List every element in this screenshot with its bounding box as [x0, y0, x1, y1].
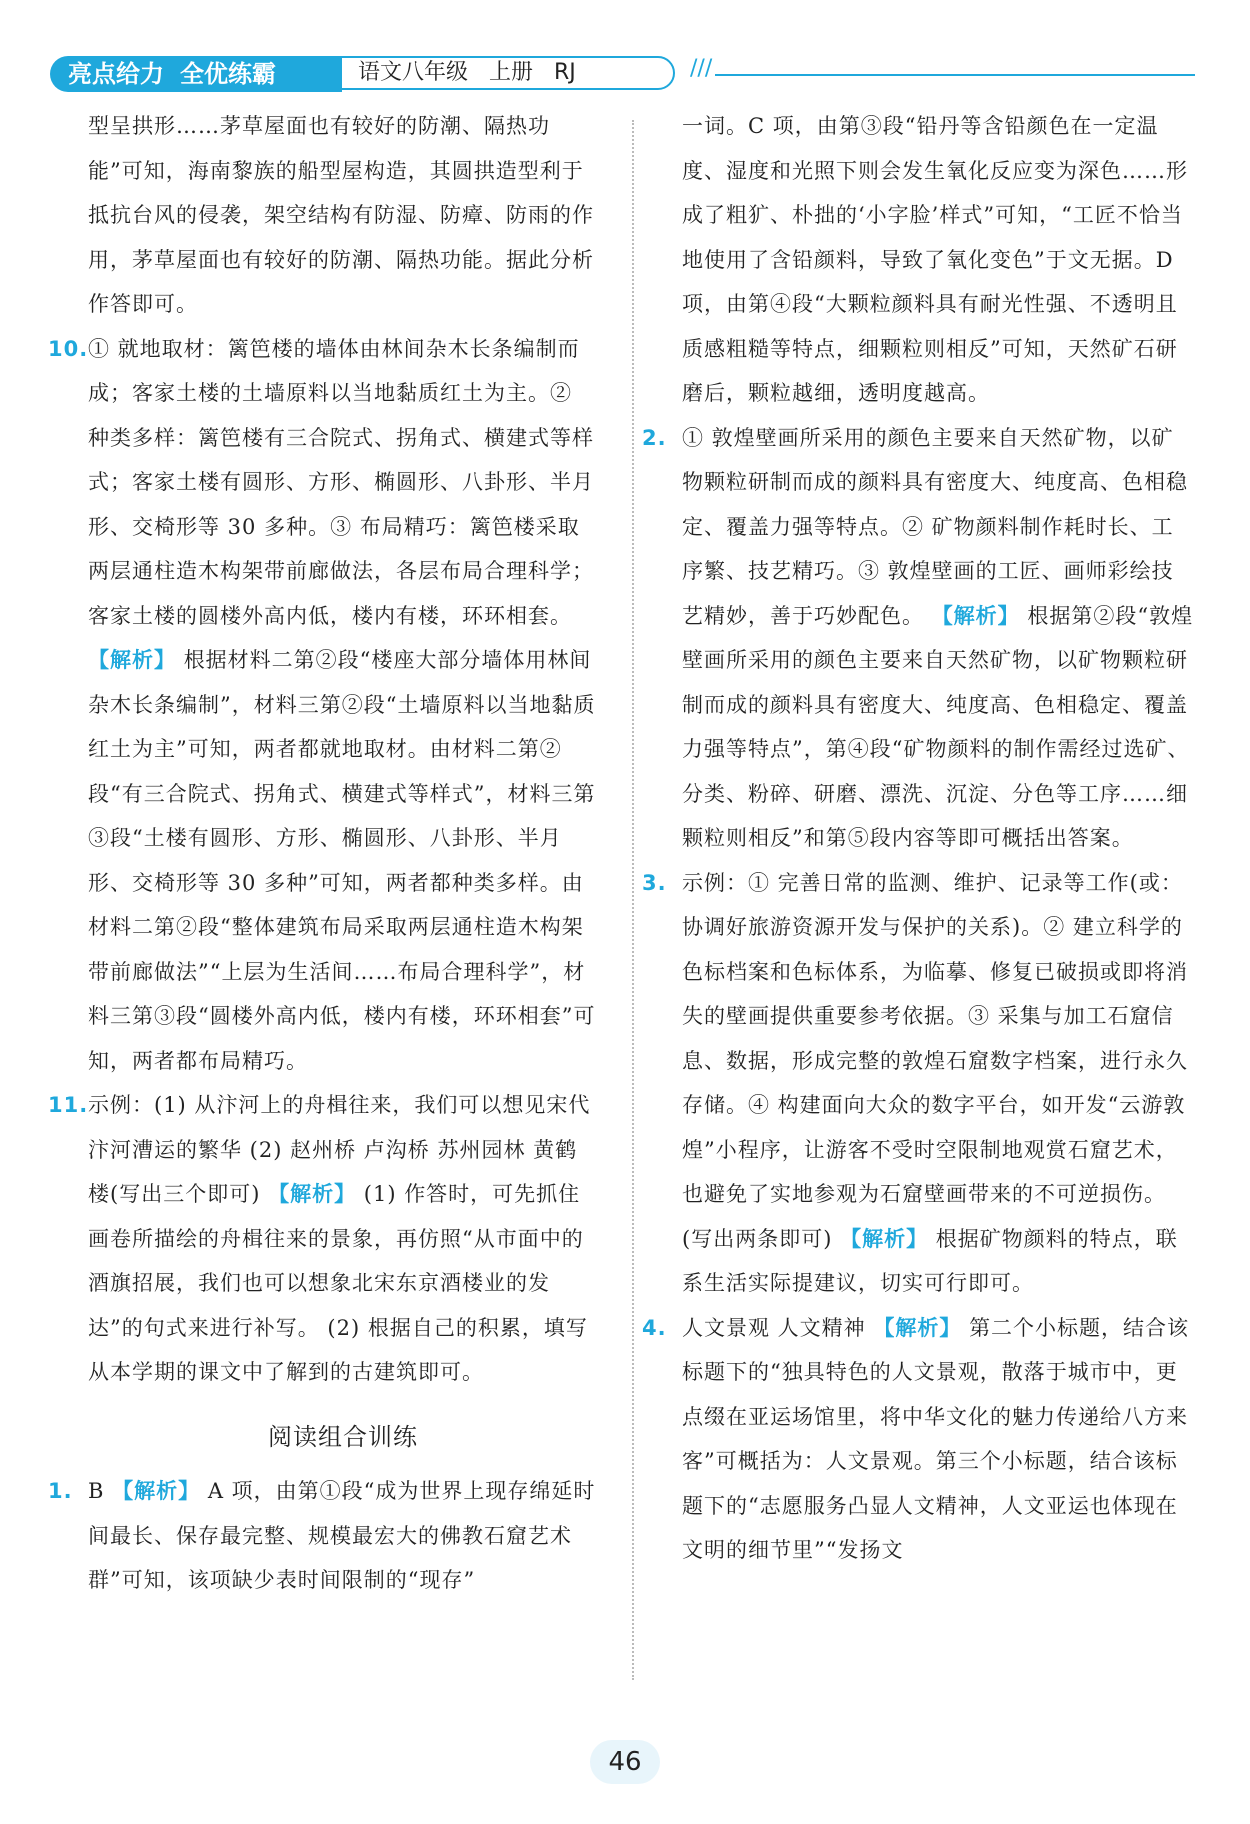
answer-text: 示例：(1) 从汴河上的舟楫往来，我们可以想见宋代汴河漕运的繁华 (2) 赵州桥 卢沟桥 苏州园林 黄鹤楼(写出三个即可) [88, 1093, 591, 1206]
header-rule [715, 74, 1195, 76]
analysis-tag: 【解析】 [112, 1479, 201, 1503]
answer-text: 示例：① 完善日常的监测、维护、记录等工作(或：协调好旅游资源开发与保护的关系)。② 建立科学的色标档案和色标体系，为临摹、修复已破损或即将消失的壁画提供重要参考依据。③ 采集与加工石窟信息、数据，形成完整的敦煌石窟数字档案，进行永久存储。④ 构建面向大众的数字平台，如开发“云游敦煌”小程序，让游客不受时空限制地观赏石窟艺术，也避免了实地参观为石窟壁画带来的不可逆损伤。(写出两条即可) [682, 870, 1188, 1251]
question-number: 4. [642, 1315, 667, 1340]
reading-3 [642, 861, 1194, 1306]
analysis-text: A 项，由第①段“成为世界上现存绵延时间最长、保存最完整、规模最宏大的佛教石窟艺术群”可知，该项缺少表时间限制的“现存” [88, 1479, 596, 1592]
answer-10 [48, 327, 598, 1084]
reading-4 [642, 1306, 1194, 1573]
analysis-text: (1) 作答时，可先抓住画卷所描绘的舟楫往来的景象，再仿照“从市面中的酒旗招展，我们也可以想象北宋东京酒楼业的发达”的句式来进行补写。 (2) 根据自己的积累，填写从本学期的课文中了解到的古建筑即可。 [88, 1182, 588, 1384]
left-column [48, 104, 598, 1603]
question-number: 3. [642, 870, 667, 895]
question-number: 10. [48, 336, 89, 361]
answer-11 [48, 1083, 598, 1395]
analysis-tag: 【解析】 [873, 1315, 962, 1340]
decor-slashes: /// [690, 56, 713, 81]
answer-text: B [88, 1479, 105, 1503]
right-column [642, 104, 1194, 1573]
analysis-tag: 【解析】 [268, 1182, 357, 1206]
reading-2 [642, 416, 1194, 861]
paragraph-text: 型呈拱形……茅草屋面也有较好的防潮、隔热功能”可知，海南黎族的船型屋构造，其圆拱造型利于抵抗台风的侵袭，架空结构有防湿、防瘴、防雨的作用，茅草屋面也有较好的防潮、隔热功能。据此分析作答即可。 [88, 114, 594, 316]
answer-text: ① 就地取材：篱笆楼的墙体由林间杂木长条编制而成；客家土楼的土墙原料以当地黏质红土为主。② 种类多样：篱笆楼有三合院式、拐角式、横建式等样式；客家土楼有圆形、方形、椭圆形、八卦形、半月形、交椅形等 30 多种。③ 布局精巧：篱笆楼采取两层通柱造木构架带前廊做法，各层布局合理科学；客家土楼的圆楼外高内低，楼内有楼，环环相套。 [88, 336, 594, 628]
section-title: 阅读组合训练 [268, 1422, 418, 1451]
brand-text-1: 亮点给力 [68, 60, 164, 88]
analysis-text: 第二个小标题，结合该标题下的“独具特色的人文景观，散落于城市中，更点缀在亚运场馆里，将中华文化的魅力传递给八方来客”可概括为：人文景观。第三个小标题，结合该标题下的“志愿服务凸显人文精神，人文亚运也体现在文明的细节里”“发扬文 [682, 1315, 1190, 1562]
paragraph [682, 104, 1194, 416]
reading-1 [48, 1469, 598, 1603]
analysis-text: 根据矿物颜料的特点，联系生活实际提建议，切实可行即可。 [682, 1226, 1178, 1295]
paragraph [88, 104, 598, 327]
analysis-tag: 【解析】 [931, 603, 1020, 628]
brand-text-2: 全优练霸 [180, 60, 276, 88]
analysis-text: 根据第②段“敦煌壁画所采用的颜色主要来自天然矿物，以矿物颗粒研制而成的颜料具有密度大、纯度高、色相稳定、覆盖力强等特点”，第④段“矿物颜料的制作需经过选矿、分类、粉碎、研磨、漂洗、沉淀、分色等工序……细颗粒则相反”和第⑤段内容等即可概括出答案。 [682, 603, 1194, 850]
paragraph-text: 一词。C 项，由第③段“铅丹等含铅颜色在一定温度、湿度和光照下则会发生氧化反应变为深色……形成了粗犷、朴拙的‘小字脸’样式”可知，“工匠不恰当地使用了含铅颜料，导致了氧化变色”于文无据。D 项，由第④段“大颗粒颜料具有耐光性强、不透明且质感粗糙等特点，细颗粒则相反”可知，天然矿石研磨后，颗粒越细，透明度越高。 [682, 114, 1188, 405]
answer-text: 人文景观 人文精神 [682, 1315, 866, 1340]
answer-text: ① 敦煌壁画所采用的颜色主要来自天然矿物，以矿物颗粒研制而成的颜料具有密度大、纯度高、色相稳定、覆盖力强等特点。② 矿物颜料制作耗时长、工序繁、技艺精巧。③ 敦煌壁画的工匠、画师彩绘技艺精妙，善于巧妙配色。 [682, 425, 1188, 628]
column-divider [632, 120, 634, 1680]
analysis-tag: 【解析】 [840, 1226, 929, 1251]
question-number: 1. [48, 1479, 73, 1503]
question-number: 11. [48, 1093, 89, 1117]
page-header [50, 52, 1195, 96]
brand-badge [50, 56, 342, 92]
page-number: 46 [590, 1740, 660, 1784]
question-number: 2. [642, 425, 667, 450]
analysis-tag: 【解析】 [88, 648, 176, 672]
subject-label: 语文八年级 上册 RJ [340, 56, 675, 90]
analysis-text: 根据材料二第②段“楼座大部分墙体用林间杂木长条编制”，材料三第②段“土墙原料以当地黏质红土为主”可知，两者都就地取材。由材料二第②段“有三合院式、拐角式、横建式等样式”，材料三第③段“土楼有圆形、方形、椭圆形、八卦形、半月形、交椅形等 30 多种”可知，两者都种类多样。由材料二第②段“整体建筑布局采取两层通柱造木构架带前廊做法”“上层为生活间……布局合理科学”，材料三第③段“圆楼外高内低，楼内有楼，环环相套”可知，两者都布局精巧。 [88, 648, 596, 1073]
